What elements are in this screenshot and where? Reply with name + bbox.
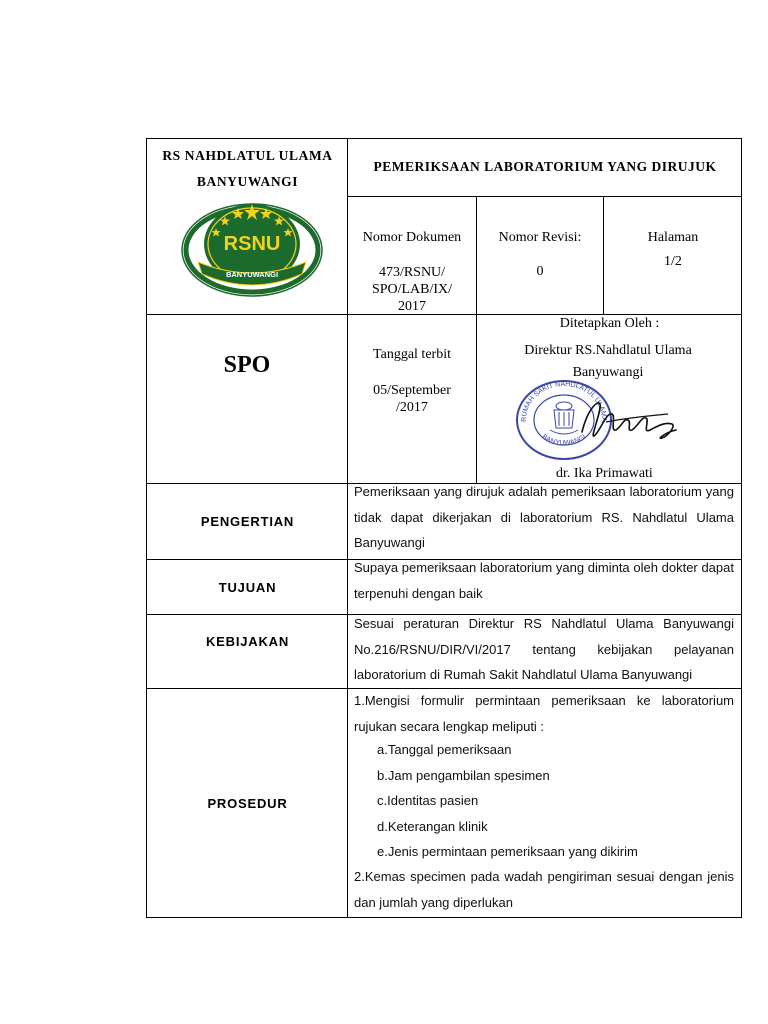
director-signature bbox=[576, 392, 686, 446]
document-title: PEMERIKSAAN LABORATORIUM YANG DIRUJUK bbox=[373, 159, 717, 174]
list-item: e.Jenis permintaan pemeriksaan yang dikirim bbox=[377, 844, 638, 859]
director-name: dr. Ika Primawati bbox=[556, 466, 653, 481]
pengertian-label-cell bbox=[147, 484, 348, 559]
prosedur-step-1: 1.Mengisi formulir permintaan pemeriksaan ke laboratorium rujukan secara lengkap meliputi : bbox=[354, 693, 734, 734]
spo-label: SPO bbox=[223, 352, 271, 378]
hospital-name: RS NAHDLATUL ULAMA BANYUWANGI bbox=[162, 148, 333, 189]
tujuan-label-cell bbox=[147, 560, 348, 614]
kebijakan-text: Sesuai peraturan Direktur RS Nahdlatul Ulama Banyuwangi No.216/RSNU/DIR/VI/2017 tentang kebijakan pelayanan laboratorium di Rumah Sakit Nahdlatul Ulama Banyuwangi bbox=[354, 616, 734, 682]
halaman-label: Halaman bbox=[647, 230, 699, 245]
prosedur-label: PROSEDUR bbox=[207, 796, 288, 811]
kebijakan-label: KEBIJAKAN bbox=[205, 633, 290, 649]
nomor-revisi-label: Nomor Revisi: bbox=[498, 230, 582, 245]
pengertian-text: Pemeriksaan yang dirujuk adalah pemeriksaan laboratorium yang tidak dapat dikerjakan di laboratorium RS. Nahdlatul Ulama Banyuwangi bbox=[354, 484, 734, 550]
list-item: a.Tanggal pemeriksaan bbox=[377, 742, 512, 757]
list-item: c.Identitas pasien bbox=[377, 793, 479, 808]
prosedur-step-2: 2.Kemas specimen pada wadah pengiriman sesuai dengan jenis dan jumlah yang diperlukan bbox=[354, 869, 734, 910]
kebijakan-label-cell bbox=[147, 615, 348, 667]
stamp-text-top: RUMAH SAKIT NAHDLATUL ULAMA bbox=[520, 380, 608, 422]
prosedur-label-cell bbox=[147, 689, 348, 918]
director-title: Direktur RS.Nahdlatul Ulama Banyuwangi bbox=[524, 343, 692, 380]
logo-text: RSNU bbox=[223, 233, 281, 255]
tujuan-text: Supaya pemeriksaan laboratorium yang diminta oleh dokter dapat terpenuhi dengan baik bbox=[354, 560, 734, 601]
tujuan-label: TUJUAN bbox=[218, 579, 277, 595]
nomor-revisi-value: 0 bbox=[536, 264, 544, 279]
list-item: d.Keterangan klinik bbox=[377, 818, 488, 834]
tanggal-terbit-label: Tanggal terbit bbox=[373, 347, 451, 362]
logo-ribbon-text: BANYUWANGI bbox=[225, 270, 279, 279]
hospital-logo bbox=[178, 192, 326, 302]
stamp-text-bottom: BANYUWANGI bbox=[540, 433, 588, 448]
tanggal-terbit-value: 05/September /2017 bbox=[373, 383, 451, 415]
nomor-dokumen-label: Nomor Dokumen bbox=[362, 230, 462, 245]
pengertian-label: PENGERTIAN bbox=[200, 514, 295, 529]
list-item: b.Jam pengambilan spesimen bbox=[377, 767, 550, 783]
table-divider bbox=[347, 196, 742, 197]
ditetapkan-label: Ditetapkan Oleh : bbox=[559, 316, 660, 331]
prosedur-item-list bbox=[377, 737, 737, 865]
nomor-dokumen-value: 473/RSNU/ SPO/LAB/IX/ 2017 bbox=[371, 265, 453, 314]
halaman-value: 1/2 bbox=[664, 254, 682, 269]
